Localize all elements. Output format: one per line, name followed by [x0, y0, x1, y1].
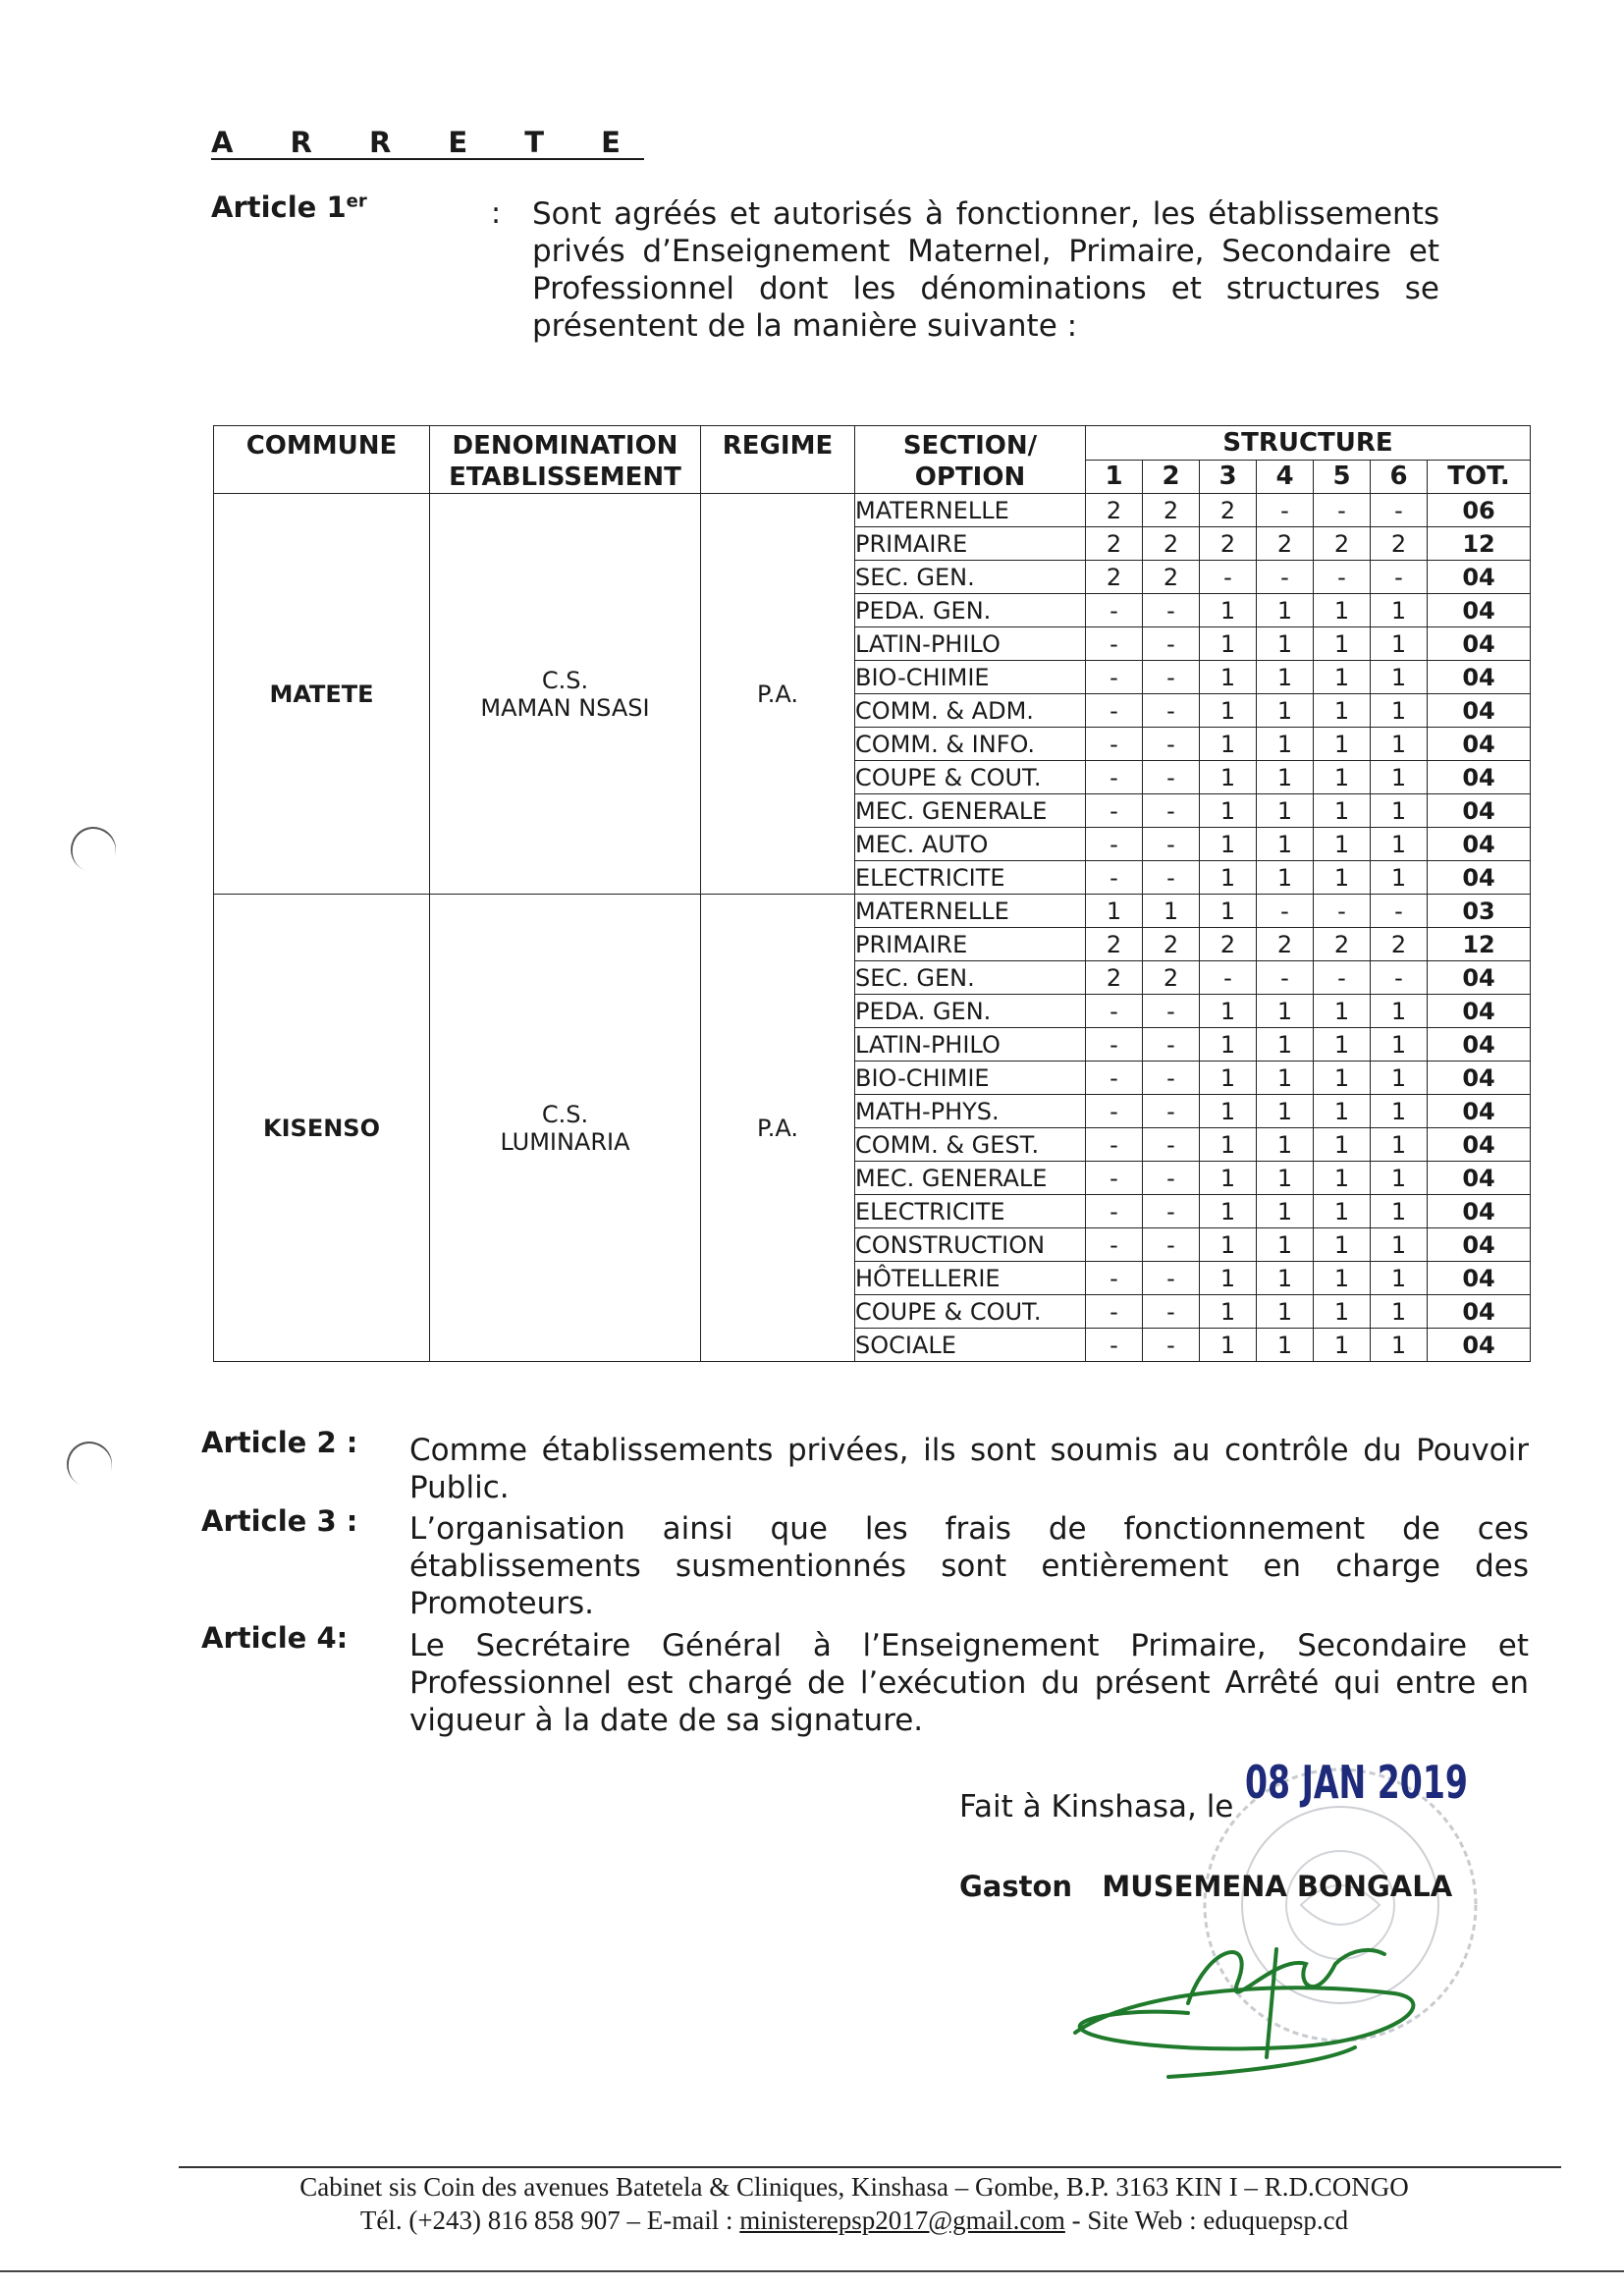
level-cell: 1 [1371, 627, 1428, 661]
level-cell: 1 [1200, 1062, 1257, 1095]
section-cell: SOCIALE [855, 1329, 1086, 1362]
header-level: 5 [1314, 460, 1371, 494]
section-cell: MATERNELLE [855, 494, 1086, 527]
commune-cell: MATETE [214, 494, 430, 895]
header-level: 2 [1143, 460, 1200, 494]
level-cell: 1 [1371, 828, 1428, 861]
level-cell: 1 [1314, 995, 1371, 1028]
level-cell: - [1257, 494, 1314, 527]
level-cell: 1 [1200, 794, 1257, 828]
level-cell: 2 [1200, 494, 1257, 527]
section-cell: HÔTELLERIE [855, 1262, 1086, 1295]
level-cell: - [1086, 728, 1143, 761]
level-cell: 2 [1314, 928, 1371, 961]
level-cell: 1 [1314, 1095, 1371, 1128]
level-cell: 1 [1200, 1162, 1257, 1195]
level-cell: 1 [1371, 1128, 1428, 1162]
header-level: 4 [1257, 460, 1314, 494]
total-cell: 04 [1428, 1028, 1531, 1062]
level-cell: - [1143, 1162, 1200, 1195]
level-cell: 2 [1257, 928, 1314, 961]
level-cell: 2 [1143, 961, 1200, 995]
article-3-text: L’organisation ainsi que les frais de fonctionnement de ces établissements susmentionnés sont entièrement en charge des Promoteurs. [409, 1511, 1529, 1621]
level-cell: 1 [1371, 995, 1428, 1028]
level-cell: - [1086, 1028, 1143, 1062]
header-regime: REGIME [701, 426, 855, 494]
section-cell: SEC. GEN. [855, 961, 1086, 995]
total-cell: 04 [1428, 794, 1531, 828]
level-cell: - [1200, 561, 1257, 594]
level-cell: 1 [1314, 1228, 1371, 1262]
punch-hole-mark [65, 821, 123, 879]
total-cell: 04 [1428, 1195, 1531, 1228]
level-cell: 1 [1371, 1062, 1428, 1095]
footer-address: Cabinet sis Coin des avenues Batetela & Cliniques, Kinshasa – Gombe, B.P. 3163 KIN I – R.D.CONGO [299, 2172, 1409, 2202]
level-cell: 1 [1200, 594, 1257, 627]
level-cell: 1 [1314, 1062, 1371, 1095]
level-cell: 2 [1200, 527, 1257, 561]
level-cell: - [1086, 1262, 1143, 1295]
level-cell: 1 [1200, 761, 1257, 794]
level-cell: - [1143, 761, 1200, 794]
level-cell: - [1086, 694, 1143, 728]
level-cell: 1 [1314, 728, 1371, 761]
level-cell: 1 [1371, 661, 1428, 694]
table-row [214, 895, 1531, 928]
level-cell: - [1143, 661, 1200, 694]
level-cell: 1 [1200, 661, 1257, 694]
level-cell: 1 [1371, 1329, 1428, 1362]
article-2-label: Article 2 : [201, 1426, 358, 1459]
signature-place: Fait à Kinshasa, le [959, 1789, 1234, 1824]
level-cell: - [1086, 1329, 1143, 1362]
level-cell: 1 [1200, 1329, 1257, 1362]
level-cell: - [1200, 961, 1257, 995]
level-cell: - [1371, 494, 1428, 527]
total-cell: 04 [1428, 1262, 1531, 1295]
section-cell: COUPE & COUT. [855, 761, 1086, 794]
level-cell: 2 [1200, 928, 1257, 961]
level-cell: 1 [1371, 1028, 1428, 1062]
level-cell: 1 [1257, 1062, 1314, 1095]
level-cell: 1 [1314, 694, 1371, 728]
level-cell: - [1257, 561, 1314, 594]
regime-cell: P.A. [701, 494, 855, 895]
header-level: 6 [1371, 460, 1428, 494]
section-cell: LATIN-PHILO [855, 1028, 1086, 1062]
level-cell: 1 [1200, 1095, 1257, 1128]
article-1-text: Sont agréés et autorisés à fonctionner, les établissements privés d’Enseignement Maternel, Primaire, Secondaire et Professionnel dont les dénominations et structures se présentent de la manière suivante : [532, 196, 1439, 344]
school-name-cell: C.S. MAMAN NSASI [430, 494, 701, 895]
commune-cell: KISENSO [214, 895, 430, 1362]
level-cell: - [1086, 1195, 1143, 1228]
section-cell: PRIMAIRE [855, 928, 1086, 961]
level-cell: - [1086, 1062, 1143, 1095]
level-cell: 1 [1257, 1262, 1314, 1295]
section-cell: PEDA. GEN. [855, 594, 1086, 627]
article-3-label: Article 3 : [201, 1504, 358, 1538]
total-cell: 04 [1428, 1128, 1531, 1162]
level-cell: - [1086, 1128, 1143, 1162]
article-2-text: Comme établissements privées, ils sont soumis au contrôle du Pouvoir Public. [409, 1433, 1529, 1505]
total-cell: 04 [1428, 1095, 1531, 1128]
level-cell: 1 [1371, 861, 1428, 895]
total-cell: 12 [1428, 527, 1531, 561]
level-cell: 1 [1200, 1262, 1257, 1295]
level-cell: 1 [1200, 995, 1257, 1028]
level-cell: 1 [1314, 1162, 1371, 1195]
level-cell: - [1143, 828, 1200, 861]
level-cell: 1 [1314, 861, 1371, 895]
total-cell: 04 [1428, 828, 1531, 861]
level-cell: 1 [1314, 1262, 1371, 1295]
level-cell: 1 [1200, 895, 1257, 928]
stamp-date: 08 JAN 2019 [1245, 1756, 1468, 1809]
level-cell: 1 [1200, 1128, 1257, 1162]
level-cell: 1 [1371, 761, 1428, 794]
level-cell: 1 [1257, 761, 1314, 794]
level-cell: - [1143, 1228, 1200, 1262]
total-cell: 12 [1428, 928, 1531, 961]
level-cell: - [1086, 861, 1143, 895]
total-cell: 03 [1428, 895, 1531, 928]
section-cell: CONSTRUCTION [855, 1228, 1086, 1262]
header-section: SECTION/ OPTION [855, 426, 1086, 494]
table-row [214, 494, 1531, 527]
level-cell: - [1314, 961, 1371, 995]
level-cell: 2 [1143, 527, 1200, 561]
signer-name: Gaston MUSEMENA BONGALA [959, 1870, 1453, 1903]
level-cell: 1 [1086, 895, 1143, 928]
article-1-sup: er [346, 191, 367, 212]
total-cell: 04 [1428, 627, 1531, 661]
level-cell: 1 [1314, 1329, 1371, 1362]
level-cell: 1 [1200, 1028, 1257, 1062]
total-cell: 04 [1428, 1228, 1531, 1262]
level-cell: 2 [1314, 527, 1371, 561]
level-cell: - [1371, 561, 1428, 594]
level-cell: 1 [1371, 1162, 1428, 1195]
level-cell: 2 [1143, 494, 1200, 527]
level-cell: 1 [1371, 1262, 1428, 1295]
article-4-label: Article 4: [201, 1621, 349, 1655]
level-cell: 1 [1314, 1028, 1371, 1062]
level-cell: 2 [1086, 928, 1143, 961]
level-cell: - [1086, 995, 1143, 1028]
level-cell: 2 [1086, 961, 1143, 995]
level-cell: 1 [1200, 1228, 1257, 1262]
level-cell: 1 [1257, 661, 1314, 694]
level-cell: 1 [1257, 1195, 1314, 1228]
level-cell: 2 [1257, 527, 1314, 561]
level-cell: - [1086, 661, 1143, 694]
section-cell: LATIN-PHILO [855, 627, 1086, 661]
level-cell: 1 [1257, 1228, 1314, 1262]
level-cell: - [1314, 561, 1371, 594]
level-cell: - [1086, 1295, 1143, 1329]
level-cell: - [1143, 694, 1200, 728]
level-cell: - [1086, 627, 1143, 661]
level-cell: 1 [1257, 594, 1314, 627]
header-denomination: DENOMINATION ETABLISSEMENT [430, 426, 701, 494]
section-cell: COMM. & INFO. [855, 728, 1086, 761]
header-structure: STRUCTURE [1086, 426, 1531, 461]
level-cell: 1 [1371, 1195, 1428, 1228]
level-cell: 1 [1314, 661, 1371, 694]
total-cell: 04 [1428, 1062, 1531, 1095]
total-cell: 04 [1428, 594, 1531, 627]
footer-phone: Tél. (+243) 816 858 907 – E-mail : [359, 2205, 740, 2235]
level-cell: - [1143, 1095, 1200, 1128]
article-1-colon: : [491, 196, 502, 231]
level-cell: 1 [1371, 794, 1428, 828]
section-cell: ELECTRICITE [855, 861, 1086, 895]
total-cell: 04 [1428, 1295, 1531, 1329]
level-cell: 1 [1314, 761, 1371, 794]
level-cell: 1 [1257, 1295, 1314, 1329]
level-cell: 1 [1257, 861, 1314, 895]
level-cell: - [1086, 1162, 1143, 1195]
total-cell: 04 [1428, 728, 1531, 761]
level-cell: 1 [1371, 1095, 1428, 1128]
header-level: 3 [1200, 460, 1257, 494]
level-cell: - [1257, 961, 1314, 995]
level-cell: 1 [1314, 828, 1371, 861]
total-cell: 04 [1428, 761, 1531, 794]
level-cell: 1 [1371, 728, 1428, 761]
level-cell: 2 [1086, 561, 1143, 594]
level-cell: 2 [1086, 527, 1143, 561]
header-level: 1 [1086, 460, 1143, 494]
page-title: A R R E T E [211, 126, 644, 159]
level-cell: - [1143, 1062, 1200, 1095]
level-cell: - [1314, 895, 1371, 928]
level-cell: 1 [1257, 627, 1314, 661]
level-cell: 1 [1257, 794, 1314, 828]
level-cell: - [1143, 794, 1200, 828]
level-cell: 1 [1257, 1329, 1314, 1362]
footer-contact [157, 2205, 1551, 2236]
article-1-label: Article 1er [211, 191, 367, 224]
level-cell: 1 [1314, 627, 1371, 661]
level-cell: 2 [1086, 494, 1143, 527]
level-cell: - [1371, 961, 1428, 995]
total-cell: 04 [1428, 1162, 1531, 1195]
level-cell: 1 [1314, 1195, 1371, 1228]
total-cell: 04 [1428, 961, 1531, 995]
level-cell: - [1314, 494, 1371, 527]
section-cell: PRIMAIRE [855, 527, 1086, 561]
level-cell: 1 [1200, 627, 1257, 661]
level-cell: 2 [1371, 928, 1428, 961]
level-cell: 1 [1257, 728, 1314, 761]
level-cell: - [1086, 761, 1143, 794]
total-cell: 06 [1428, 494, 1531, 527]
section-cell: COMM. & GEST. [855, 1128, 1086, 1162]
handwritten-signature [1070, 1925, 1443, 2092]
level-cell: 1 [1371, 594, 1428, 627]
level-cell: 1 [1200, 728, 1257, 761]
total-cell: 04 [1428, 995, 1531, 1028]
level-cell: - [1143, 1128, 1200, 1162]
section-cell: ELECTRICITE [855, 1195, 1086, 1228]
level-cell: - [1086, 1095, 1143, 1128]
section-cell: MEC. GENERALE [855, 1162, 1086, 1195]
level-cell: 1 [1200, 694, 1257, 728]
header-total: TOT. [1428, 460, 1531, 494]
level-cell: 1 [1200, 861, 1257, 895]
total-cell: 04 [1428, 661, 1531, 694]
level-cell: 1 [1314, 1128, 1371, 1162]
section-cell: BIO-CHIMIE [855, 1062, 1086, 1095]
level-cell: 2 [1143, 561, 1200, 594]
level-cell: 1 [1314, 594, 1371, 627]
section-cell: MATH-PHYS. [855, 1095, 1086, 1128]
footer-website: - Site Web : eduquepsp.cd [1064, 2205, 1349, 2235]
level-cell: 1 [1371, 1228, 1428, 1262]
level-cell: 2 [1371, 527, 1428, 561]
level-cell: - [1086, 594, 1143, 627]
level-cell: - [1143, 594, 1200, 627]
level-cell: 1 [1257, 1162, 1314, 1195]
level-cell: 1 [1314, 794, 1371, 828]
level-cell: 1 [1257, 1095, 1314, 1128]
level-cell: - [1143, 1028, 1200, 1062]
total-cell: 04 [1428, 861, 1531, 895]
page-bottom-line [0, 2270, 1624, 2272]
level-cell: - [1086, 794, 1143, 828]
total-cell: 04 [1428, 1329, 1531, 1362]
level-cell: 1 [1200, 1195, 1257, 1228]
level-cell: 1 [1257, 995, 1314, 1028]
level-cell: 1 [1257, 1128, 1314, 1162]
section-cell: MATERNELLE [855, 895, 1086, 928]
table-body [214, 494, 1531, 1362]
level-cell: 1 [1200, 828, 1257, 861]
level-cell: - [1257, 895, 1314, 928]
section-cell: BIO-CHIMIE [855, 661, 1086, 694]
header-commune: COMMUNE [214, 426, 430, 494]
total-cell: 04 [1428, 561, 1531, 594]
section-cell: MEC. GENERALE [855, 794, 1086, 828]
punch-hole-mark [61, 1436, 119, 1494]
structure-table [213, 425, 1531, 1362]
regime-cell: P.A. [701, 895, 855, 1362]
section-cell: COMM. & ADM. [855, 694, 1086, 728]
section-cell: COUPE & COUT. [855, 1295, 1086, 1329]
level-cell: 1 [1257, 694, 1314, 728]
school-name-cell: C.S. LUMINARIA [430, 895, 701, 1362]
level-cell: - [1143, 728, 1200, 761]
level-cell: 1 [1314, 1295, 1371, 1329]
level-cell: 1 [1200, 1295, 1257, 1329]
total-cell: 04 [1428, 694, 1531, 728]
section-cell: SEC. GEN. [855, 561, 1086, 594]
level-cell: - [1143, 1329, 1200, 1362]
level-cell: 1 [1257, 1028, 1314, 1062]
level-cell: 1 [1371, 1295, 1428, 1329]
footer-divider [179, 2166, 1561, 2168]
article-4-text: Le Secrétaire Général à l’Enseignement Primaire, Secondaire et Professionnel est chargé de l’exécution du présent Arrêté qui entre en vigueur à la date de sa signature. [409, 1628, 1529, 1738]
level-cell: - [1086, 828, 1143, 861]
level-cell: - [1086, 1228, 1143, 1262]
footer-email-link[interactable]: ministerepsp2017@gmail.com [739, 2205, 1065, 2235]
section-cell: PEDA. GEN. [855, 995, 1086, 1028]
level-cell: - [1143, 627, 1200, 661]
level-cell: 1 [1143, 895, 1200, 928]
level-cell: - [1143, 1295, 1200, 1329]
level-cell: - [1143, 1195, 1200, 1228]
level-cell: 2 [1143, 928, 1200, 961]
level-cell: - [1143, 1262, 1200, 1295]
level-cell: 1 [1371, 694, 1428, 728]
section-cell: MEC. AUTO [855, 828, 1086, 861]
level-cell: 1 [1257, 828, 1314, 861]
level-cell: - [1143, 995, 1200, 1028]
level-cell: - [1371, 895, 1428, 928]
level-cell: - [1143, 861, 1200, 895]
